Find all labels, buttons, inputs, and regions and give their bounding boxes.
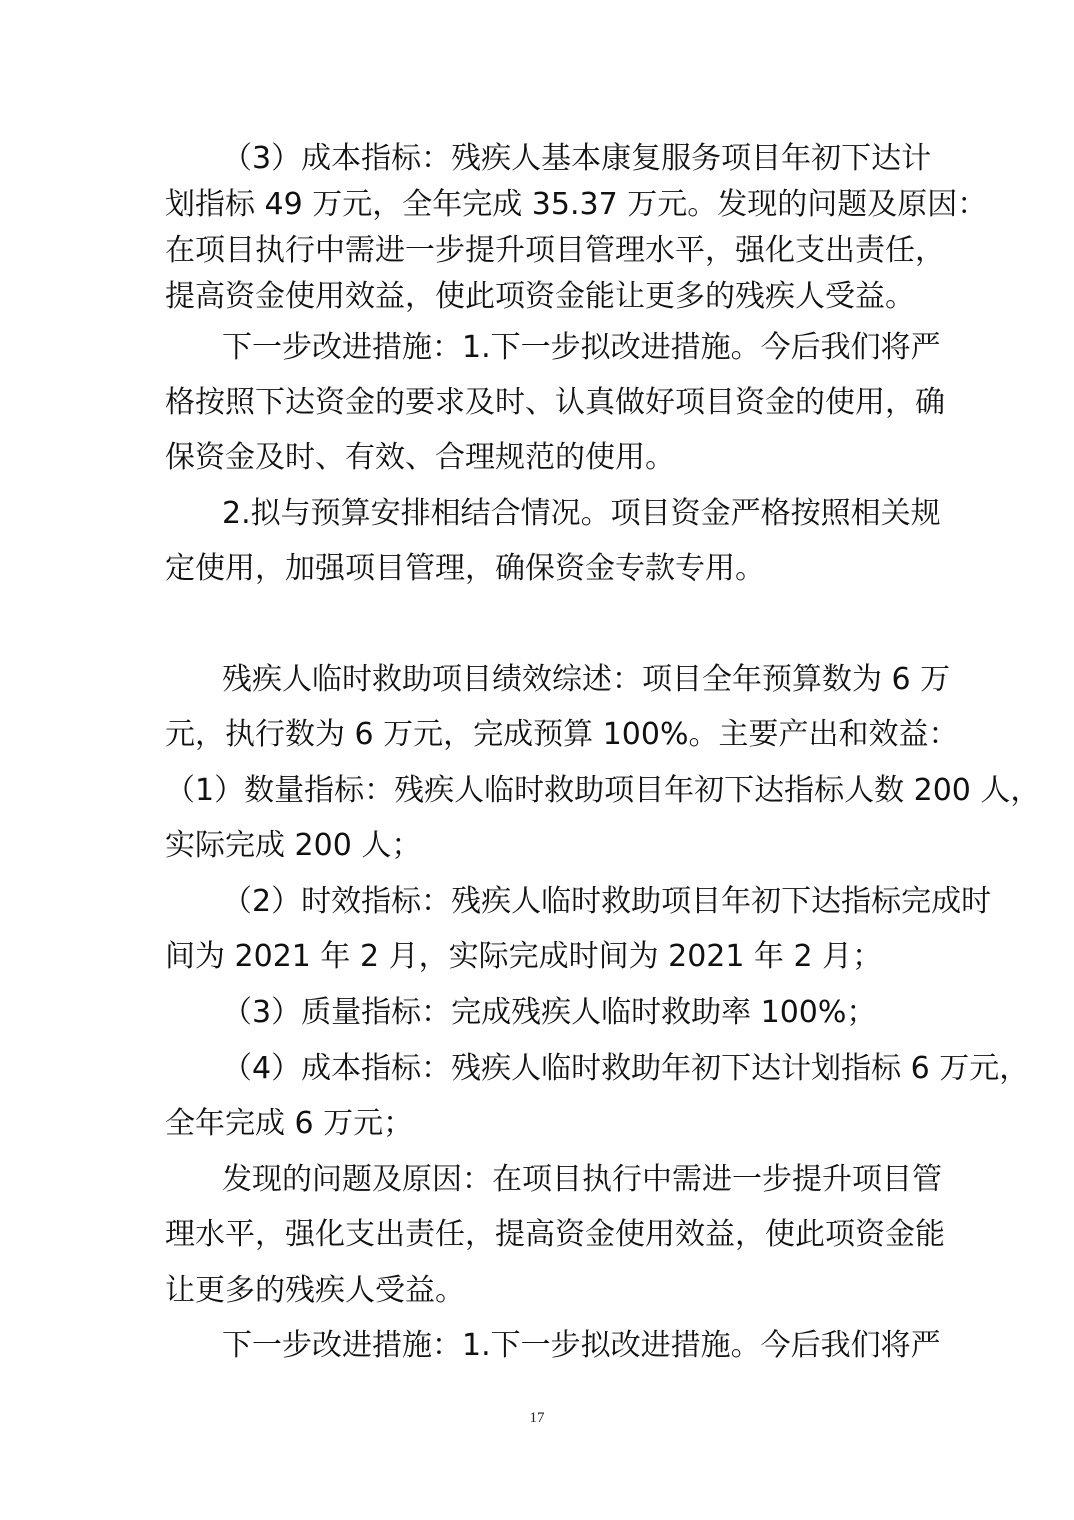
text-line: 定使用，加强项目管理，确保资金专款专用。 (165, 551, 765, 586)
text-line: 元，执行数为 6 万元，完成预算 100%。主要产出和效益： (165, 717, 959, 752)
text-line: （3）成本指标：残疾人基本康复服务项目年初下达计 (222, 141, 932, 176)
text-line: 保资金及时、有效、合理规范的使用。 (165, 440, 675, 475)
text-line: 在项目执行中需进一步提升项目管理水平，强化支出责任， (165, 233, 945, 268)
text-line: 间为 2021 年 2 月，实际完成时间为 2021 年 2 月； (165, 939, 883, 974)
text-line: （2）时效指标：残疾人临时救助项目年初下达指标完成时 (222, 884, 992, 919)
page-number: 17 (529, 1410, 545, 1426)
text-line: 理水平，强化支出责任，提高资金使用效益，使此项资金能 (165, 1217, 945, 1252)
text-line: 全年完成 6 万元； (165, 1106, 414, 1141)
text-line: （1）数量指标：残疾人临时救助项目年初下达指标人数 200 人， (165, 773, 1041, 808)
text-line: 发现的问题及原因：在项目执行中需进一步提升项目管 (222, 1162, 942, 1197)
text-line: 格按照下达资金的要求及时、认真做好项目资金的使用，确 (165, 385, 945, 420)
text-line: 划指标 49 万元，全年完成 35.37 万元。发现的问题及原因： (165, 187, 988, 222)
text-line: 让更多的残疾人受益。 (165, 1273, 465, 1308)
text-line: 下一步改进措施：1.下一步拟改进措施。今后我们将严 (222, 330, 941, 365)
text-line: 残疾人临时救助项目绩效综述：项目全年预算数为 6 万 (222, 662, 951, 697)
text-line: （4）成本指标：残疾人临时救助年初下达计划指标 6 万元， (222, 1051, 1030, 1086)
text-line: 2.拟与预算安排相结合情况。项目资金严格按照相关规 (222, 496, 941, 531)
text-line: 提高资金使用效益，使此项资金能让更多的残疾人受益。 (165, 279, 915, 314)
text-line: 实际完成 200 人； (165, 828, 422, 863)
text-line: （3）质量指标：完成残疾人临时救助率 100%； (222, 995, 877, 1030)
text-line: 下一步改进措施：1.下一步拟改进措施。今后我们将严 (222, 1328, 941, 1363)
